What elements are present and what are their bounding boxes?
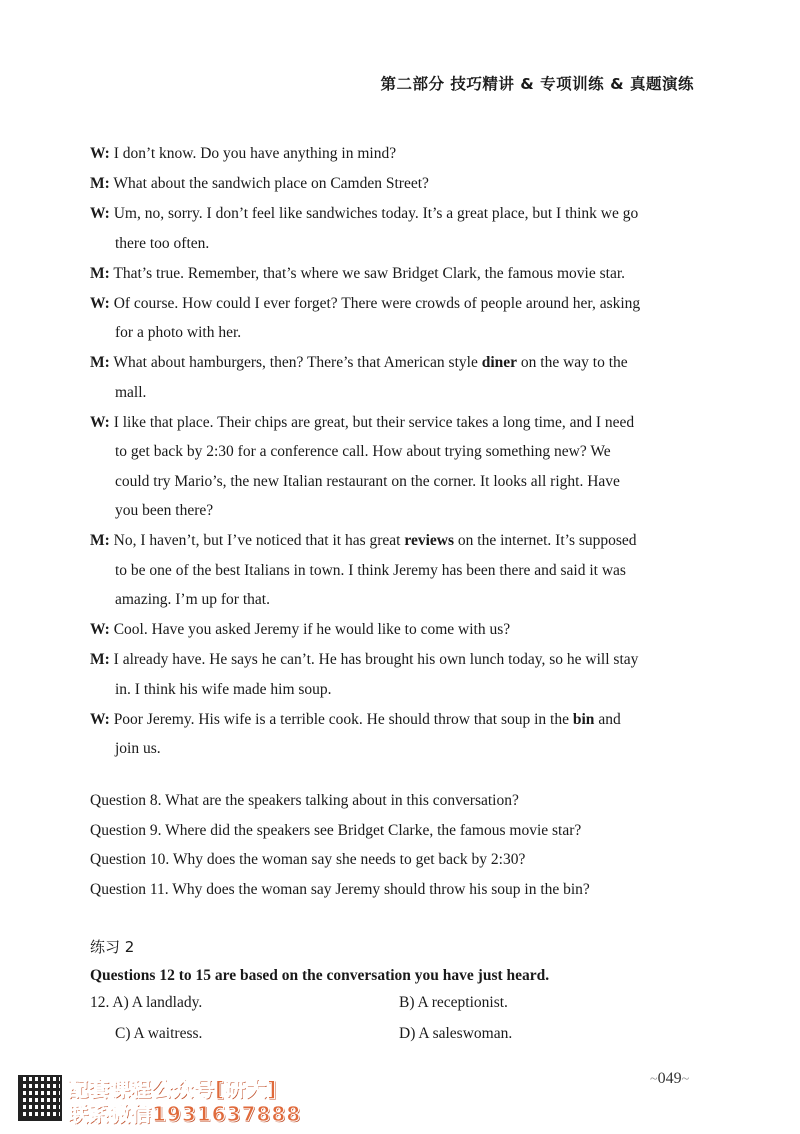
dialogue-turn	[90, 259, 696, 289]
dialogue-line: there too often.	[115, 234, 210, 252]
dialogue-turn	[90, 615, 696, 645]
speaker-label: M:	[90, 651, 110, 668]
vocab-word: reviews	[404, 532, 455, 549]
option-b: B) A receptionist.	[399, 994, 508, 1011]
dialogue-line: What about hamburgers, then? There’s that American style	[113, 354, 482, 371]
dialogue-line: mall.	[115, 383, 147, 401]
qr-code-icon	[18, 1075, 62, 1121]
vocab-word: diner	[481, 354, 518, 371]
dialogue-turn	[90, 705, 696, 764]
dialogue-line: What about the sandwich place on Camden Street?	[113, 175, 429, 192]
page-header: 第二部分 技巧精讲 & 专项训练 & 真题演练	[380, 75, 694, 93]
promo-line: 配套课程公众号[研大]	[68, 1077, 278, 1101]
dialogue-line: That’s true. Remember, that’s where we saw Bridget Clark, the famous movie star.	[113, 264, 626, 282]
dialogue-line: Cool. Have you asked Jeremy if he would like to come with us?	[113, 621, 511, 638]
question-12-options	[90, 990, 696, 1052]
dialogue-turn	[90, 199, 696, 258]
option-c: C) A waitress.	[115, 1025, 203, 1042]
dialogue-turn	[90, 289, 696, 348]
page-number-text: 049	[657, 1070, 682, 1087]
ornament-right-icon: ~	[681, 1072, 690, 1087]
dialogue-line: Poor Jeremy. His wife is a terrible cook. He should throw that soup in the	[113, 710, 573, 728]
dialogue-line: could try Mario’s, the new Italian restaurant on the corner. It looks all right. Have	[115, 472, 620, 490]
dialogue	[90, 139, 696, 764]
dialogue-turn	[90, 526, 696, 615]
speaker-label: M:	[90, 354, 110, 371]
ornament-left-icon: ~	[650, 1072, 658, 1087]
exercise-section	[90, 933, 696, 1052]
speaker-label: M:	[90, 175, 110, 192]
dialogue-line: I already have. He says he can’t. He has brought his own lunch today, so he will stay	[113, 651, 639, 668]
question-item: Question 8. What are the speakers talking about in this conversation?	[90, 792, 519, 809]
dialogue-line: in. I think his wife made him soup.	[115, 680, 332, 698]
speaker-label: W:	[90, 294, 110, 312]
question-list	[90, 786, 696, 904]
dialogue-line: on the internet. It’s supposed	[454, 532, 637, 549]
speaker-label: M:	[90, 532, 110, 549]
speaker-label: W:	[90, 621, 110, 638]
dialogue-line: to get back by 2:30 for a conference call. How about trying something new? We	[115, 443, 611, 460]
question-item: Question 11. Why does the woman say Jeremy should throw his soup in the bin?	[90, 880, 590, 898]
dialogue-line: No, I haven’t, but I’ve noticed that it has great	[113, 532, 405, 549]
speaker-label: W:	[90, 413, 110, 431]
dialogue-line: I don’t know. Do you have anything in mind?	[113, 145, 397, 162]
dialogue-line: amazing. I’m up for that.	[115, 591, 270, 608]
speaker-label: M:	[90, 264, 110, 282]
speaker-label: W:	[90, 205, 110, 222]
promo-banner	[18, 1075, 318, 1125]
page-number	[650, 1070, 689, 1088]
exercise-instructions: Questions 12 to 15 are based on the conversation you have just heard.	[90, 967, 550, 984]
dialogue-turn	[90, 645, 696, 704]
dialogue-line: for a photo with her.	[115, 324, 242, 341]
question-item: Question 9. Where did the speakers see Bridget Clarke, the famous movie star?	[90, 821, 582, 839]
dialogue-line: to be one of the best Italians in town. I think Jeremy has been there and said it was	[115, 561, 626, 579]
dialogue-line: Of course. How could I ever forget? There were crowds of people around her, asking	[113, 294, 641, 312]
speaker-label: W:	[90, 145, 110, 162]
dialogue-turn	[90, 139, 696, 169]
promo-line: 联系微信1931637888	[68, 1102, 302, 1126]
vocab-word: bin	[572, 710, 595, 728]
option-a: 12. A) A landlady.	[90, 994, 203, 1011]
exercise-title: 练习 2	[90, 938, 135, 956]
dialogue-line: I like that place. Their chips are great, but their service takes a long time, and I need	[113, 413, 635, 431]
dialogue-line: on the way to the	[517, 354, 628, 371]
dialogue-line: and	[594, 710, 621, 728]
dialogue-turn	[90, 169, 696, 199]
dialogue-line: you been there?	[115, 502, 214, 519]
dialogue-turn	[90, 408, 696, 526]
option-d: D) A saleswoman.	[399, 1025, 513, 1042]
question-item: Question 10. Why does the woman say she needs to get back by 2:30?	[90, 851, 526, 868]
dialogue-line: join us.	[115, 740, 161, 757]
dialogue-line: Um, no, sorry. I don’t feel like sandwiches today. It’s a great place, but I think we go	[113, 205, 639, 222]
speaker-label: W:	[90, 710, 110, 728]
dialogue-turn	[90, 348, 696, 407]
